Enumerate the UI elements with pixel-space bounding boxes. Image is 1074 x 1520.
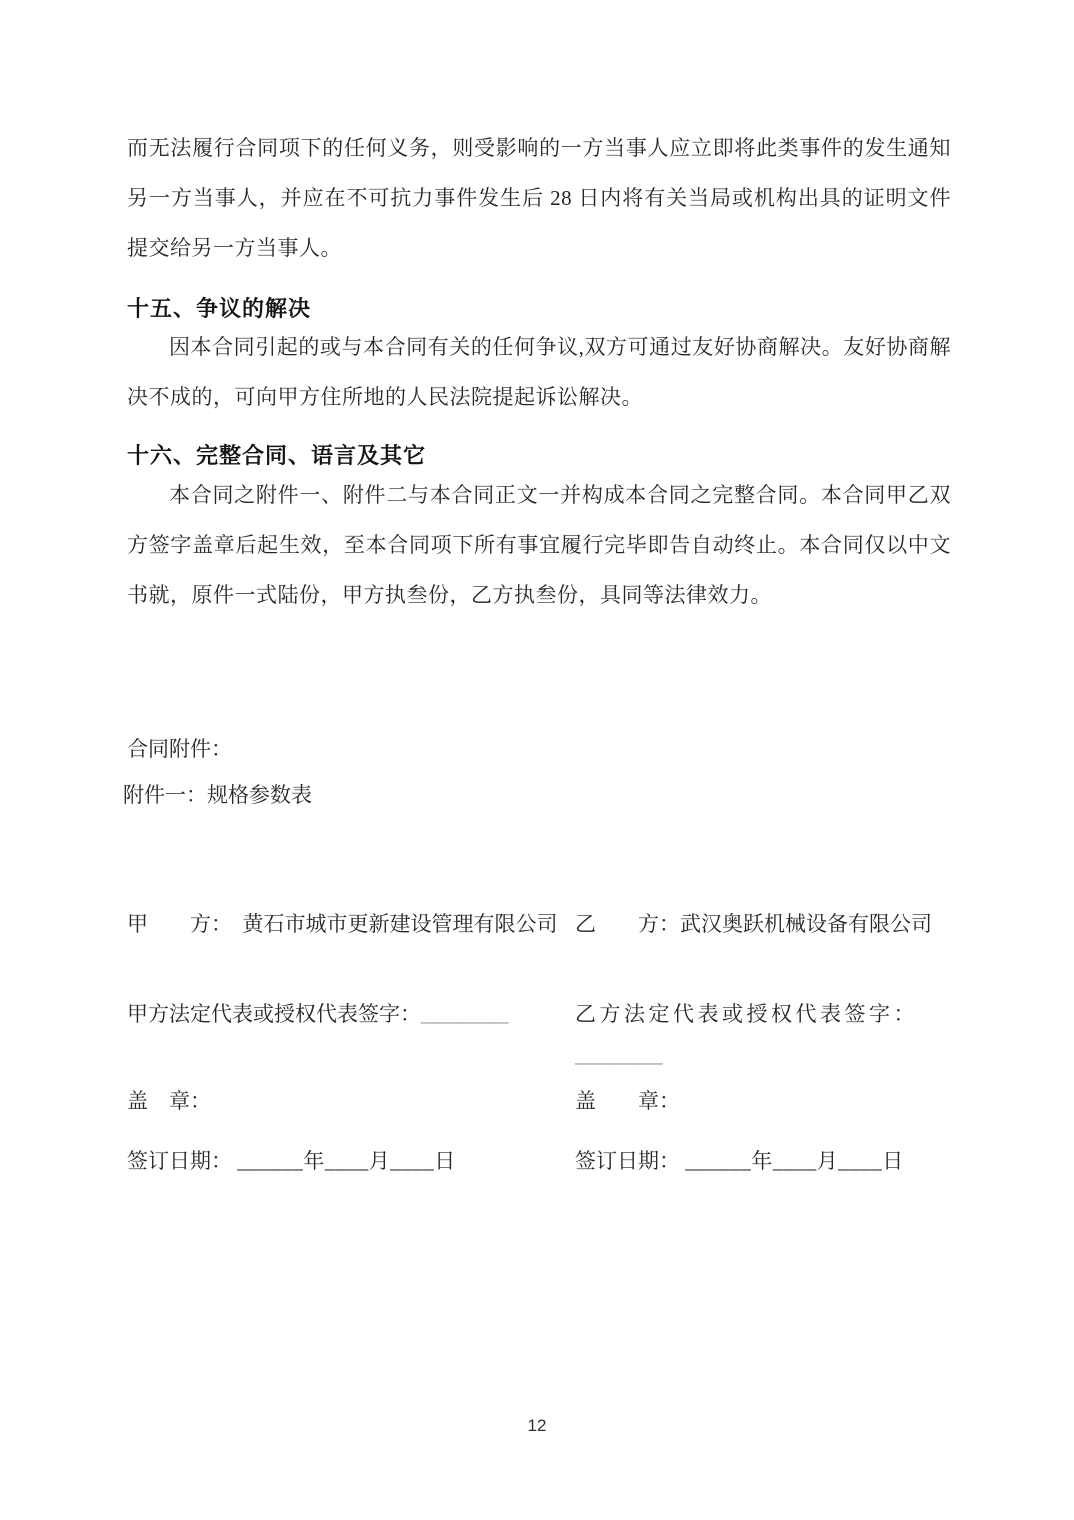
party-a-name-line: 甲 方： 黄石市城市更新建设管理有限公司: [127, 912, 558, 936]
party-a-date-label: 签订日期：: [127, 1149, 232, 1173]
party-a-signature-blank: ________: [421, 1002, 509, 1026]
attachments-label: 合同附件：: [127, 737, 232, 761]
paragraph-force-majeure: 而无法履行合同项下的任何义务，则受影响的一方当事人应立即将此类事件的发生通知另一方当事人，并应在不可抗力事件发生后 28 日内将有关当局或机构出具的证明文件提交给另一方当事人。: [127, 136, 951, 260]
party-a-date-row: [127, 1145, 456, 1175]
party-a-signature-row: [127, 998, 509, 1028]
section-16-paragraph: 本合同之附件一、附件二与本合同正文一并构成本合同之完整合同。本合同甲乙双方签字盖章后起生效，至本合同项下所有事宜履行完毕即告自动终止。本合同仅以中文书就，原件一式陆份，甲方执叁份，乙方执叁份，具同等法律效力。: [127, 483, 951, 607]
section-15-paragraph: 因本合同引起的或与本合同有关的任何争议,双方可通过友好协商解决。友好协商解决不成的，可向甲方住所地的人民法院提起诉讼解决。: [127, 335, 951, 409]
party-b-date-blanks: ______年____月____日: [685, 1149, 904, 1173]
party-a-date-blanks: ______年____月____日: [237, 1149, 456, 1173]
party-a-signature-label: 甲方法定代表或授权代表签字：: [127, 1002, 421, 1026]
section-16-heading: 十六、完整合同、语言及其它: [127, 443, 427, 468]
party-a-seal-label: 盖 章：: [127, 1089, 211, 1113]
attachment-item-1: 附件一：规格参数表: [123, 783, 312, 807]
section-15-heading: 十五、争议的解决: [127, 296, 312, 321]
page-number: 12: [527, 1416, 547, 1435]
party-b-seal-label: 盖 章：: [575, 1089, 680, 1113]
party-b-date-label: 签订日期：: [575, 1149, 680, 1173]
party-b-name-line: 乙 方：武汉奥跃机械设备有限公司: [575, 912, 932, 936]
party-b-signature-blank: ________: [575, 1043, 663, 1067]
party-b-signature-label: 乙方法定代表或授权代表签字：: [575, 1002, 918, 1026]
party-b-date-row: [575, 1145, 904, 1175]
